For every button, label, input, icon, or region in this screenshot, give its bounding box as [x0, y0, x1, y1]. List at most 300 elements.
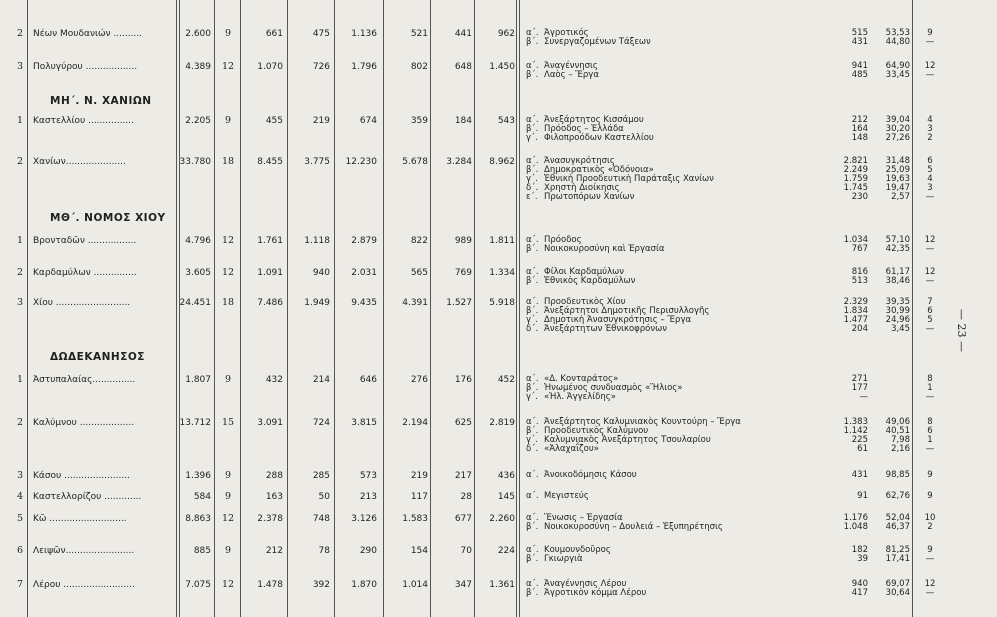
party-seats-list: [920, 492, 940, 501]
party-percent-list: [862, 268, 910, 286]
votes-cell: 625: [454, 418, 472, 428]
party-letter: α΄.: [526, 513, 539, 523]
party-line: [526, 555, 846, 564]
valid-votes-cell: 2.260: [489, 514, 515, 524]
party-percent: 46,37: [885, 522, 910, 532]
votes-cell: 769: [454, 268, 472, 278]
party-list: [526, 492, 846, 501]
party-letter: α΄.: [526, 470, 539, 480]
party-list: [526, 116, 846, 143]
party-name: Συνεργαζομένων Τάξεων: [544, 37, 651, 47]
party-seats: 6: [927, 156, 933, 166]
party-votes-list: [820, 580, 868, 598]
party-letter: β΄.: [526, 426, 539, 436]
party-percent: 49,06: [885, 417, 910, 427]
votes-cell: 674: [359, 116, 377, 126]
party-list: [526, 236, 846, 254]
valid-votes-cell: 1.361: [489, 580, 515, 590]
party-name: Πρωτοπόρων Χανίων: [544, 192, 635, 202]
party-name: Ἀνοικοδόμησις Κάσου: [544, 470, 637, 480]
votes-cell: 4.391: [402, 298, 428, 308]
party-seats: 5: [927, 315, 933, 325]
party-votes: 2.329: [843, 297, 868, 307]
party-seats: 8: [927, 417, 933, 427]
council-seats-cell: 15: [221, 417, 235, 428]
section-heading: ΔΩΔΕΚΑΝΗΣΟΣ: [50, 351, 145, 363]
population-cell: 4.389: [185, 62, 211, 72]
votes-cell: 219: [312, 116, 330, 126]
valid-votes-cell: 2.819: [489, 418, 515, 428]
party-percent: 33,45: [885, 70, 910, 80]
valid-votes-cell: 145: [497, 492, 515, 502]
row-index: 3: [16, 470, 24, 481]
votes-cell: 78: [318, 546, 330, 556]
party-votes-list: [820, 492, 868, 501]
party-percent-list: [862, 492, 910, 501]
party-votes: 431: [851, 470, 868, 480]
party-votes-list: [820, 375, 868, 402]
party-percent-list: [862, 116, 910, 143]
valid-votes-cell: 8.962: [489, 157, 515, 167]
party-percent: 57,10: [885, 235, 910, 245]
party-votes-list: [820, 116, 868, 143]
party-line: [526, 193, 846, 202]
party-percent: 19,47: [885, 183, 910, 193]
party-name: Ἀνασυγκρότησις: [544, 156, 615, 166]
party-name: Ἀγροτικὸν κόμμα Λέρου: [544, 588, 647, 598]
party-percent: [862, 375, 910, 384]
party-votes: 225: [851, 435, 868, 445]
party-letter: α΄.: [526, 267, 539, 277]
votes-cell: 9.435: [351, 298, 377, 308]
party-votes: 513: [851, 276, 868, 286]
population-cell: 584: [193, 492, 211, 502]
party-letter: α΄.: [526, 491, 539, 501]
valid-votes-cell: 436: [497, 471, 515, 481]
council-seats-cell: 12: [221, 267, 235, 278]
party-letter: β΄.: [526, 244, 539, 254]
party-seats: 9: [927, 470, 933, 480]
party-seats-list: [920, 471, 940, 480]
valid-votes-cell: 5.918: [489, 298, 515, 308]
votes-cell: 989: [454, 236, 472, 246]
column-rule: [334, 0, 335, 617]
votes-cell: 1.478: [257, 580, 283, 590]
party-percent: 25,09: [885, 165, 910, 175]
municipality-name: Λέρου .........................: [33, 580, 135, 590]
party-seats: 9: [927, 545, 933, 555]
municipality-name: Καλύμνου ...................: [33, 418, 135, 428]
party-list: [526, 546, 846, 564]
party-name: Νοικοκυροσύνη – Δουλειά – Ἐξυπηρέτησις: [544, 522, 723, 532]
party-name: Ἐθνικὸς Καρδαμύλων: [544, 276, 636, 286]
party-seats-list: [920, 116, 940, 143]
party-seats: —: [925, 554, 935, 564]
party-line: [526, 38, 846, 47]
row-index: 3: [16, 61, 24, 72]
party-votes: 940: [851, 579, 868, 589]
votes-cell: 214: [312, 375, 330, 385]
party-votes: 767: [851, 244, 868, 254]
party-line: [526, 277, 846, 286]
party-seats: 2: [927, 133, 933, 143]
party-name: «Ἠλ. Ἀγγελίδης»: [544, 392, 616, 402]
votes-cell: 648: [454, 62, 472, 72]
party-votes: 1.477: [843, 315, 868, 325]
row-index: 4: [16, 491, 24, 502]
party-seats: 1: [927, 383, 933, 393]
party-percent-list: [862, 375, 910, 402]
votes-cell: 285: [312, 471, 330, 481]
party-seats: 10: [924, 513, 936, 523]
party-votes: 2.249: [843, 165, 868, 175]
party-votes: 941: [851, 61, 868, 71]
party-line: [526, 71, 846, 80]
party-line: [526, 523, 846, 532]
party-line: [526, 325, 846, 334]
party-seats-list: [920, 546, 940, 564]
votes-cell: 217: [454, 471, 472, 481]
party-letter: β΄.: [526, 383, 539, 393]
votes-cell: 646: [359, 375, 377, 385]
party-votes-list: [820, 546, 868, 564]
council-seats-cell: 12: [221, 579, 235, 590]
party-percent: 62,76: [885, 491, 910, 501]
party-votes: 1.176: [843, 513, 868, 523]
party-votes: 61: [857, 444, 868, 454]
party-votes: 1.048: [843, 522, 868, 532]
party-name: Μεγιστεύς: [544, 491, 589, 501]
party-votes-list: [820, 471, 868, 480]
party-percent-list: [862, 514, 910, 532]
party-list: [526, 157, 846, 202]
party-percent: [862, 393, 910, 402]
valid-votes-cell: 224: [497, 546, 515, 556]
row-index: 1: [16, 374, 24, 385]
section-heading: ΜΘ΄. ΝΟΜΟΣ ΧΙΟΥ: [50, 212, 166, 224]
party-percent: 27,26: [885, 133, 910, 143]
votes-cell: 392: [312, 580, 330, 590]
row-index: 3: [16, 297, 24, 308]
party-seats: 7: [927, 297, 933, 307]
population-cell: 2.205: [185, 116, 211, 126]
column-rule: [214, 0, 215, 617]
column-rule: [176, 0, 177, 617]
votes-cell: 70: [460, 546, 472, 556]
party-percent: 98,85: [885, 470, 910, 480]
party-letter: δ΄.: [526, 183, 539, 193]
council-seats-cell: 18: [221, 156, 235, 167]
votes-cell: 347: [454, 580, 472, 590]
row-index: 1: [16, 235, 24, 246]
party-seats-list: [920, 418, 940, 454]
party-list: [526, 514, 846, 532]
municipality-name: Χανίων.....................: [33, 157, 126, 167]
party-votes: 182: [851, 545, 868, 555]
party-votes-list: [820, 29, 868, 47]
votes-cell: 1.136: [351, 29, 377, 39]
votes-cell: 1.761: [257, 236, 283, 246]
party-name: Φιλοπροόδων Καστελλίου: [544, 133, 654, 143]
party-percent: 2,57: [891, 192, 910, 202]
valid-votes-cell: 962: [497, 29, 515, 39]
party-letter: α΄.: [526, 579, 539, 589]
party-percent: 2,16: [891, 444, 910, 454]
row-index: 2: [16, 417, 24, 428]
population-cell: 1.807: [185, 375, 211, 385]
valid-votes-cell: 543: [497, 116, 515, 126]
party-seats: —: [925, 324, 935, 334]
party-percent: 64,90: [885, 61, 910, 71]
party-percent: 61,17: [885, 267, 910, 277]
votes-cell: 521: [410, 29, 428, 39]
party-percent: 44,80: [885, 37, 910, 47]
party-letter: δ΄.: [526, 324, 539, 334]
party-percent-list: [862, 236, 910, 254]
party-list: [526, 29, 846, 47]
party-letter: ε΄.: [526, 192, 538, 202]
column-rule: [474, 0, 475, 617]
votes-cell: 1.014: [402, 580, 428, 590]
party-name: «Ἀλαχαΐζου»: [544, 444, 599, 454]
party-seats: 3: [927, 183, 933, 193]
party-percent: 39,04: [885, 115, 910, 125]
row-index: 2: [16, 156, 24, 167]
party-percent: 30,99: [885, 306, 910, 316]
party-line: [526, 445, 846, 454]
row-index: 2: [16, 28, 24, 39]
party-percent: 24,96: [885, 315, 910, 325]
party-seats: 1: [927, 435, 933, 445]
party-letter: α΄.: [526, 374, 539, 384]
population-cell: 33.780: [179, 157, 211, 167]
votes-cell: 726: [312, 62, 330, 72]
page-number: — 23 —: [955, 308, 968, 352]
council-seats-cell: 12: [221, 513, 235, 524]
party-seats: —: [925, 244, 935, 254]
party-name: Πρόοδος: [544, 235, 582, 245]
valid-votes-cell: 1.334: [489, 268, 515, 278]
party-letter: γ΄.: [526, 174, 538, 184]
population-cell: 24.451: [179, 298, 211, 308]
party-votes: 212: [851, 115, 868, 125]
municipality-name: Κάσου .......................: [33, 471, 130, 481]
party-list: [526, 62, 846, 80]
votes-cell: 163: [265, 492, 283, 502]
votes-cell: 3.126: [351, 514, 377, 524]
party-letter: α΄.: [526, 417, 539, 427]
municipality-name: Βρονταδῶν .................: [33, 236, 137, 246]
votes-cell: 212: [265, 546, 283, 556]
party-letter: β΄.: [526, 37, 539, 47]
votes-cell: 219: [410, 471, 428, 481]
votes-cell: 1.583: [402, 514, 428, 524]
party-name: Φίλοι Καρδαμύλων: [544, 267, 624, 277]
votes-cell: 117: [410, 492, 428, 502]
party-percent: 7,98: [891, 435, 910, 445]
votes-cell: 3.815: [351, 418, 377, 428]
votes-cell: 3.091: [257, 418, 283, 428]
party-name: «Δ. Κονταράτος»: [544, 374, 619, 384]
party-seats: —: [925, 192, 935, 202]
party-letter: β΄.: [526, 522, 539, 532]
party-name: Ἀναγέννησις Λέρου: [544, 579, 627, 589]
council-seats-cell: 9: [224, 28, 232, 39]
party-seats-list: [920, 514, 940, 532]
votes-cell: 661: [265, 29, 283, 39]
council-seats-cell: 12: [221, 61, 235, 72]
municipality-name: Καστελλορίζου .............: [33, 492, 142, 502]
party-votes: 431: [851, 37, 868, 47]
party-letter: β΄.: [526, 554, 539, 564]
party-name: Γκιωργιὰ: [544, 554, 583, 564]
party-percent: 39,35: [885, 297, 910, 307]
party-votes: —: [859, 392, 868, 402]
votes-cell: 441: [454, 29, 472, 39]
party-percent: 81,25: [885, 545, 910, 555]
population-cell: 1.396: [185, 471, 211, 481]
votes-cell: 573: [359, 471, 377, 481]
valid-votes-cell: 452: [497, 375, 515, 385]
party-seats-list: [920, 298, 940, 334]
party-percent: [862, 384, 910, 393]
votes-cell: 5.678: [402, 157, 428, 167]
council-seats-cell: 9: [224, 115, 232, 126]
party-line: [526, 589, 846, 598]
party-seats: —: [925, 444, 935, 454]
party-letter: δ΄.: [526, 444, 539, 454]
party-seats: —: [925, 392, 935, 402]
party-percent: 42,35: [885, 244, 910, 254]
party-votes-list: [820, 157, 868, 202]
party-percent-list: [862, 580, 910, 598]
column-rule: [430, 0, 431, 617]
party-votes: 148: [851, 133, 868, 143]
party-votes: 204: [851, 324, 868, 334]
council-seats-cell: 9: [224, 545, 232, 556]
party-seats-list: [920, 236, 940, 254]
party-votes: 164: [851, 124, 868, 134]
party-letter: α΄.: [526, 156, 539, 166]
votes-cell: 213: [359, 492, 377, 502]
votes-cell: 12.230: [345, 157, 377, 167]
party-line: [526, 245, 846, 254]
row-index: 1: [16, 115, 24, 126]
party-name: Πρόοδος – Ἑλλάδα: [544, 124, 624, 134]
party-votes-list: [820, 514, 868, 532]
party-votes-list: [820, 236, 868, 254]
municipality-name: Νέων Μουδανιών ..........: [33, 29, 143, 39]
votes-cell: 50: [318, 492, 330, 502]
votes-cell: 2.879: [351, 236, 377, 246]
party-percent: 19,63: [885, 174, 910, 184]
party-seats: 12: [924, 61, 936, 71]
council-seats-cell: 18: [221, 297, 235, 308]
party-percent-list: [862, 62, 910, 80]
party-seats-list: [920, 375, 940, 402]
party-seats: 6: [927, 306, 933, 316]
row-index: 5: [16, 513, 24, 524]
party-percent: 31,48: [885, 156, 910, 166]
votes-cell: 288: [265, 471, 283, 481]
votes-cell: 432: [265, 375, 283, 385]
party-letter: α΄.: [526, 115, 539, 125]
party-seats-list: [920, 62, 940, 80]
party-letter: α΄.: [526, 28, 539, 38]
party-seats: —: [925, 276, 935, 286]
population-cell: 3.605: [185, 268, 211, 278]
party-seats: 4: [927, 174, 933, 184]
votes-cell: 184: [454, 116, 472, 126]
municipality-name: Λειψῶν........................: [33, 546, 135, 556]
party-seats-list: [920, 268, 940, 286]
party-name: Ἀνεξάρτητοι Δημοτικῆς Περισυλλογῆς: [544, 306, 710, 316]
party-votes: 91: [857, 491, 868, 501]
party-list: [526, 375, 846, 402]
party-votes: 1.834: [843, 306, 868, 316]
party-seats: —: [925, 37, 935, 47]
party-votes: 1.142: [843, 426, 868, 436]
council-seats-cell: 9: [224, 491, 232, 502]
party-percent: 38,46: [885, 276, 910, 286]
party-name: Χρηστὴ Διοίκησις: [544, 183, 620, 193]
votes-cell: 802: [410, 62, 428, 72]
votes-cell: 8.455: [257, 157, 283, 167]
party-letter: γ΄.: [526, 315, 538, 325]
party-name: Λαὸς – Ἔργα: [544, 70, 599, 80]
party-votes-list: [820, 62, 868, 80]
party-votes: 1.759: [843, 174, 868, 184]
party-seats-list: [920, 29, 940, 47]
party-votes: 816: [851, 267, 868, 277]
party-percent-list: [862, 418, 910, 454]
party-name: Ἐθνικὴ Προοδευτικὴ Παράταξις Χανίων: [544, 174, 714, 184]
party-percent-list: [862, 298, 910, 334]
party-line: [526, 393, 846, 402]
party-name: Ἀνεξάρτητων Ἐθνικοφρόνων: [544, 324, 667, 334]
party-letter: β΄.: [526, 165, 539, 175]
council-seats-cell: 9: [224, 374, 232, 385]
party-seats: 9: [927, 491, 933, 501]
population-cell: 13.712: [179, 418, 211, 428]
population-cell: 4.796: [185, 236, 211, 246]
party-letter: α΄.: [526, 235, 539, 245]
section-heading: ΜΗ΄. Ν. ΧΑΝΙΩΝ: [50, 95, 152, 107]
column-rule: [287, 0, 288, 617]
votes-cell: 28: [460, 492, 472, 502]
party-seats: 4: [927, 115, 933, 125]
party-votes: 2.821: [843, 156, 868, 166]
population-cell: 7.075: [185, 580, 211, 590]
party-votes-list: [820, 298, 868, 334]
votes-cell: 1.118: [304, 236, 330, 246]
party-name: Ἡνωμένος συνδυασμὸς «Ἥλιος»: [544, 383, 683, 393]
party-percent: 53,53: [885, 28, 910, 38]
population-cell: 2.600: [185, 29, 211, 39]
party-percent: 30,20: [885, 124, 910, 134]
party-list: [526, 268, 846, 286]
party-seats: 2: [927, 522, 933, 532]
party-percent: 17,41: [885, 554, 910, 564]
party-votes: 39: [857, 554, 868, 564]
party-seats: 9: [927, 28, 933, 38]
party-percent-list: [862, 157, 910, 202]
column-rule: [383, 0, 384, 617]
party-votes: 417: [851, 588, 868, 598]
party-seats-list: [920, 157, 940, 202]
party-seats: 6: [927, 426, 933, 436]
row-index: 2: [16, 267, 24, 278]
